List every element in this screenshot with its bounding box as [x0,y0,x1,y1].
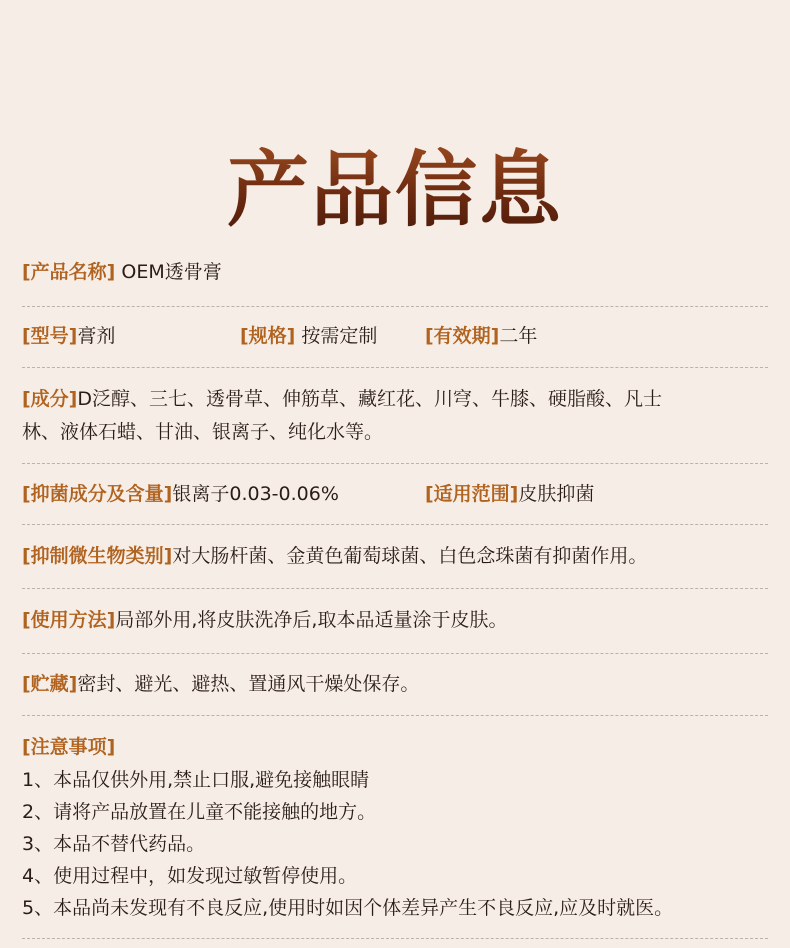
antibacterial-row [22,478,768,510]
expiry-label: [有效期] [425,325,500,347]
storage-row [22,668,768,700]
notes-heading-row [22,731,768,763]
divider [22,524,768,525]
divider [22,715,768,716]
usage-value: 局部外用,将皮肤洗净后,取本品适量涂于皮肤。 [115,609,508,631]
divider [22,463,768,464]
page-title: 产品信息 [0,140,790,240]
product-name-value: OEM透骨膏 [121,261,222,283]
microbes-row [22,540,768,572]
microbes-label: [抑制微生物类别] [22,545,173,567]
ingredients-line1: D泛醇、三七、透骨草、伸筋草、藏红花、川穹、牛膝、硬脂酸、凡士 [77,388,663,410]
scope-label: [适用范围] [425,483,519,505]
antibacterial-label: [抑菌成分及含量] [22,483,173,505]
notes-item [22,796,768,828]
expiry-value: 二年 [499,325,538,347]
usage-row [22,604,768,636]
model-label: [型号] [22,325,78,347]
usage-label: [使用方法] [22,609,116,631]
product-name-label: [产品名称] [22,261,116,283]
scope-value: 皮肤抑菌 [518,483,595,505]
ingredients-row-cont [22,416,768,448]
spec-row [22,320,768,352]
ingredients-label: [成分] [22,388,78,410]
microbes-value: 对大肠杆菌、金黄色葡萄球菌、白色念珠菌有抑菌作用。 [172,545,648,567]
notes-item-2: 2、请将产品放置在儿童不能接触的地方。 [22,801,377,823]
notes-item-5: 5、本品尚未发现有不良反应,使用时如因个体差异产生不良反应,应及时就医。 [22,897,674,919]
divider [22,938,768,939]
notes-item [22,860,768,892]
model-value: 膏剂 [77,325,116,347]
notes-item-3: 3、本品不替代药品。 [22,833,206,855]
spec-value: 按需定制 [295,325,378,347]
antibacterial-value: 银离子0.03-0.06% [172,483,339,505]
notes-item-4: 4、使用过程中，如发现过敏暂停使用。 [22,865,358,887]
notes-label: [注意事项] [22,736,116,758]
divider [22,653,768,654]
product-name-row [22,256,768,288]
notes-item [22,828,768,860]
ingredients-line2: 林、液体石蜡、甘油、银离子、纯化水等。 [22,421,384,443]
spec-label: [规格] [240,325,296,347]
storage-value: 密封、避光、避热、置通风干燥处保存。 [77,673,420,695]
notes-item-1: 1、本品仅供外用,禁止口服,避免接触眼睛 [22,769,370,791]
notes-item [22,892,768,924]
divider [22,367,768,368]
divider [22,306,768,307]
ingredients-row [22,383,768,415]
storage-label: [贮藏] [22,673,78,695]
notes-item [22,764,768,796]
divider [22,588,768,589]
